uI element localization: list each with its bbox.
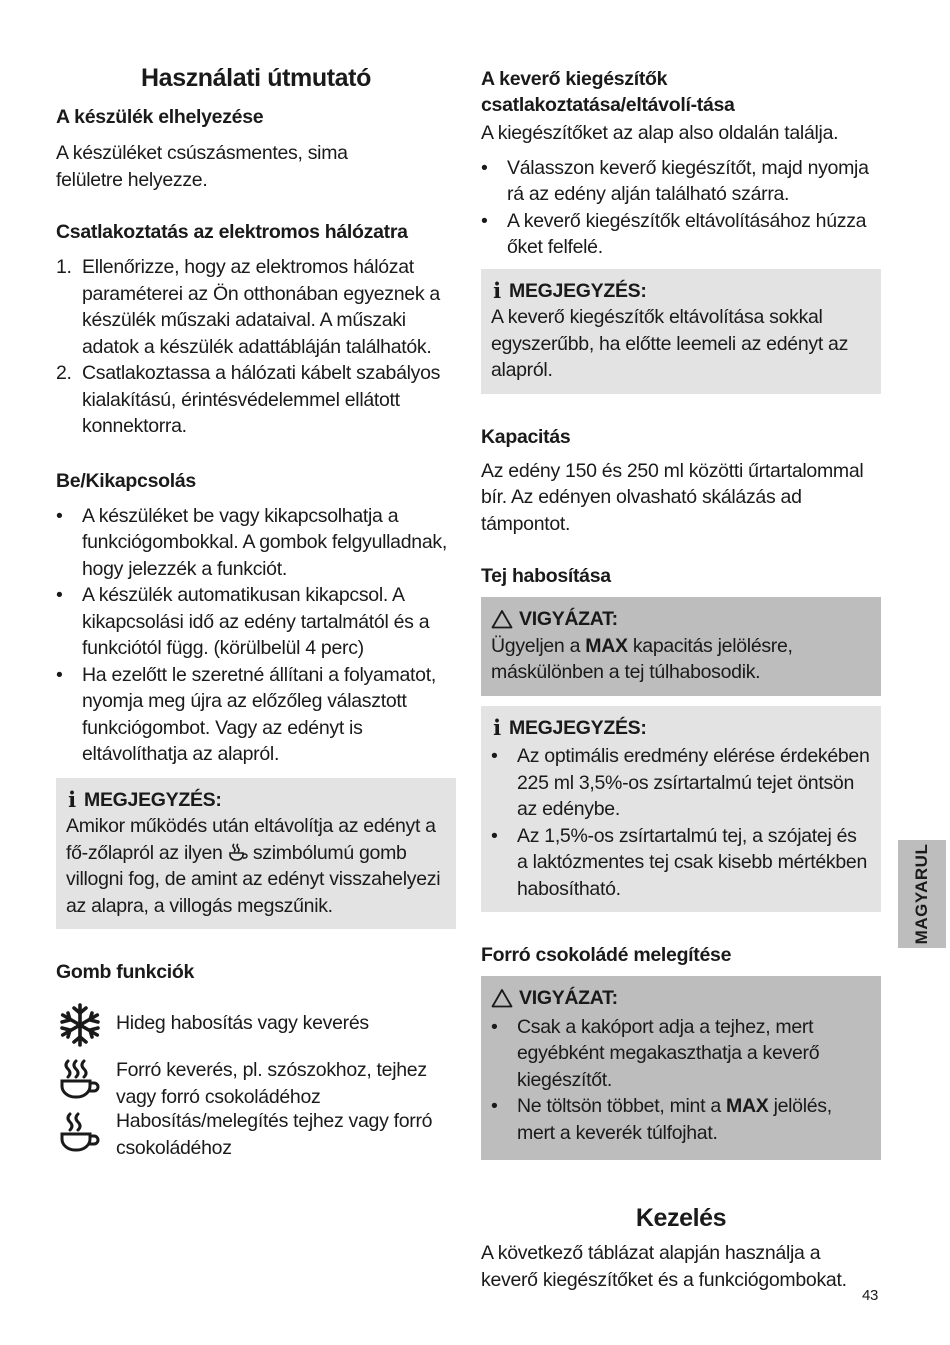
care-title: Kezelés (635, 1204, 727, 1232)
button-functions (56, 1001, 456, 1161)
function-label: Forró keverés, pl. szószokhoz, tejhez vagy forró csokoládéhoz (116, 1059, 427, 1108)
list-item: 1. Ellenőrizze, hogy az elektromos hálózat paraméterei az Ön otthonában egyeznek a készülék műszaki adataival. A műszaki adatok a készülék adattábláján találhatók. (56, 256, 440, 358)
list-item: • Ha ezelőtt le szeretné állítani a folyamatot, nyomja meg újra az előzőleg választott funkciógombot. Vagy az edényt is eltávolíthatja az alapról. (56, 663, 436, 765)
milk-heading: Tej habosítása (481, 565, 611, 587)
language-tab: MAGYARUL (898, 840, 946, 948)
capacity-text: Az edény 150 és 250 ml közötti űrtartalommal bír. Az edényen olvasható skálázás ad támpontot. (481, 459, 864, 535)
note-box (56, 778, 456, 930)
note-title: i MEGJEGYZÉS: (491, 715, 871, 742)
warm-cup-icon (228, 843, 248, 861)
attach-heading: A keverő kiegészítők csatlakoztatása/eltávolí-tása (481, 68, 735, 116)
warning-icon (491, 988, 513, 1008)
onoff-heading: Be/Kikapcsolás (56, 469, 196, 492)
info-icon: i (493, 277, 501, 303)
left-column (56, 62, 456, 1161)
placement-heading: A készülék elhelyezése (56, 106, 264, 128)
list-item: • A készülék automatikusan kikapcsol. A kikapcsolási idő az edény tartalmától és a funkciótól függ. (körülbelül 4 perc) (56, 584, 430, 659)
onoff-list (56, 503, 456, 768)
placement-text: A készüléket csúszásmentes, sima felületre helyezze. (56, 142, 348, 191)
function-row (56, 1110, 456, 1161)
function-label: Habosítás/melegítés tejhez vagy forró csokoládéhoz (116, 1110, 433, 1159)
list-item: • Válasszon keverő kiegészítőt, majd nyomja rá az edény alján található szárra. (481, 156, 869, 205)
warning-box (481, 597, 881, 696)
note-title: i MEGJEGYZÉS: (66, 787, 446, 814)
info-icon: i (68, 786, 76, 812)
function-row (56, 1001, 456, 1049)
list-item: • Ne töltsön többet, mint a MAX jelölés, mert a keverék túlfojhat. (491, 1095, 832, 1144)
buttons-heading: Gomb funkciók (56, 961, 195, 983)
capacity-heading: Kapacitás (481, 425, 571, 448)
attach-text: A kiegészítőket az alap also oldalán találja. (481, 122, 839, 144)
list-item: • A keverő kiegészítők eltávolításához húzza őket felfelé. (481, 209, 867, 258)
page-title: Használati útmutató (141, 64, 371, 92)
warning-title: VIGYÁZAT: (491, 985, 871, 1012)
choc-heading: Forró csokoládé melegítése (481, 944, 732, 966)
list-item: • A készüléket be vagy kikapcsolhatja a funkciógombokkal. A gombok felgyulladnak, hogy jelezzék a funkciót. (56, 504, 447, 580)
list-item: • Csak a kakóport adja a tejhez, mert egyébként megakaszthatja a keverő kiegészítőt. (491, 1015, 820, 1091)
warning-box (481, 976, 881, 1160)
snowflake-icon (56, 1001, 104, 1049)
power-heading: Csatlakoztatás az elektromos hálózatra (56, 221, 408, 243)
power-steps (56, 254, 456, 440)
function-row (56, 1057, 456, 1110)
attach-list (481, 155, 881, 261)
right-column (481, 66, 881, 1293)
note-text: Amikor működés után eltávolítja az edényt a fő-zőlapról az ilyen szimbólumú gomb villogni fog, de amint az edényt visszahelyezi az alapra, a villogás megszűnik. (66, 815, 441, 917)
note-list (491, 743, 871, 902)
warning-icon (491, 609, 513, 629)
warning-text: Ügyeljen a MAX kapacitás jelölésre, máskülönben a tej túlhabosodik. (491, 634, 793, 683)
warning-list (491, 1014, 871, 1147)
note-box (481, 706, 881, 913)
info-icon: i (493, 714, 501, 740)
note-text: A keverő kiegészítők eltávolítása sokkal egyszerűbb, ha előtte leemeli az edényt az alapról. (491, 306, 849, 381)
hot-cup-icon (56, 1057, 104, 1105)
function-label: Hideg habosítás vagy keverés (116, 1012, 369, 1034)
note-title: i MEGJEGYZÉS: (491, 278, 871, 305)
list-item: 2. Csatlakoztassa a hálózati kábelt szabályos kialakítású, érintésvédelemmel ellátott konnektorra. (56, 362, 441, 437)
list-item: • Az optimális eredmény elérése érdekében 225 ml 3,5%-os zsírtartalmú tejet öntsön az edénybe. (491, 745, 870, 820)
warm-cup-icon (56, 1110, 104, 1158)
care-text: A következő táblázat alapján használja a keverő kiegészítőket és a funkciógombokat. (481, 1242, 847, 1291)
list-item: • Az 1,5%-os zsírtartalmú tej, a szójatej és a laktózmentes tej csak kisebb mértékben habosítható. (491, 824, 868, 900)
warning-title: VIGYÁZAT: (491, 606, 871, 633)
note-box (481, 269, 881, 394)
page-number: 43 (862, 1287, 879, 1304)
